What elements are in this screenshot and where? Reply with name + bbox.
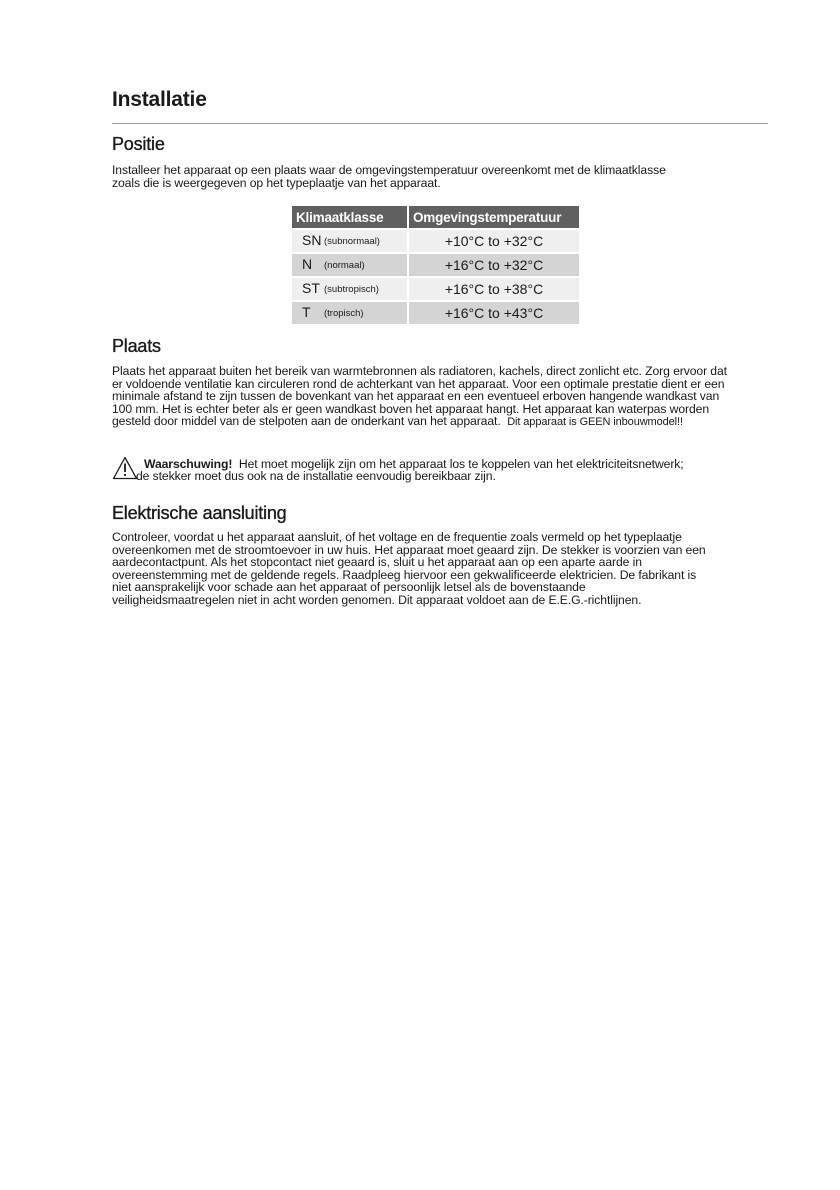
table-row xyxy=(292,301,579,324)
warning-line-1: Het moet mogelijk zijn om het apparaat los te koppelen van het elektriciteitsnetwerk; xyxy=(238,457,684,471)
paragraph-line xyxy=(112,415,768,429)
paragraph-line: overeenstemming met de geldende regels. Raadpleeg hiervoor een gekwalificeerde elektricien. De fabrikant is xyxy=(112,567,697,582)
column-header-ambient-temperature: Omgevingstemperatuur xyxy=(408,206,579,229)
warning-triangle-icon xyxy=(112,456,138,480)
temperature-range-cell: +16°C to +43°C xyxy=(408,301,579,324)
climate-class-cell xyxy=(292,277,408,301)
climate-class-cell xyxy=(292,253,408,277)
climate-class-cell xyxy=(292,229,408,253)
climate-code: SN xyxy=(302,232,322,248)
warning-text xyxy=(136,457,684,484)
section-heading-elektrische-aansluiting: Elektrische aansluiting xyxy=(112,503,287,523)
table-header-row xyxy=(292,206,579,229)
elektrische-aansluiting-paragraph xyxy=(112,531,768,607)
page-title: Installatie xyxy=(112,88,207,111)
paragraph-line: 100 mm. Het is echter beter als er geen wandkast boven het apparaat hangt. Het apparaat kan waterpas worden xyxy=(112,401,710,416)
table-row xyxy=(292,229,579,253)
climate-label: (subtropisch) xyxy=(324,284,379,295)
table-row xyxy=(292,277,579,301)
paragraph-line: Plaats het apparaat buiten het bereik van warmtebronnen als radiatoren, kachels, direct zonlicht etc. Zorg ervoor dat xyxy=(112,364,727,378)
table-row xyxy=(292,253,579,277)
warning-label: Waarschuwing! xyxy=(144,457,233,471)
climate-label: (subnormaal) xyxy=(324,236,380,247)
climate-class-table xyxy=(292,206,579,324)
paragraph-line: Installeer het apparaat op een plaats waar de omgevingstemperatuur overeenkomt met de klimaatklasse xyxy=(112,163,666,177)
paragraph-line: veiligheidsmaatregelen niet in acht worden genomen. Dit apparaat voldoet aan de E.E.G.-richtlijnen. xyxy=(112,592,642,607)
title-divider xyxy=(112,123,768,124)
climate-label: (tropisch) xyxy=(324,308,364,319)
positie-paragraph xyxy=(112,164,768,189)
built-in-note: Dit apparaat is GEEN inbouwmodel!! xyxy=(507,416,683,429)
climate-label: (normaal) xyxy=(324,260,365,271)
plaats-paragraph xyxy=(112,365,768,429)
climate-code: T xyxy=(302,304,311,320)
section-heading-plaats: Plaats xyxy=(112,336,161,356)
warning-line-2: de stekker moet dus ook na de installatie eenvoudig bereikbaar zijn. xyxy=(136,469,496,484)
paragraph-line: er voldoende ventilatie kan circuleren rond de achterkant van het apparaat. Voor een optimale prestatie dient er een xyxy=(112,376,725,391)
paragraph-line: aardecontactpunt. Als het stopcontact niet geaard is, sluit u het apparaat aan op een aparte aarde in xyxy=(112,555,642,570)
climate-code: ST xyxy=(302,280,320,296)
climate-class-cell xyxy=(292,301,408,324)
section-heading-positie: Positie xyxy=(112,134,165,154)
temperature-range-cell: +16°C to +38°C xyxy=(408,277,579,301)
temperature-range-cell: +16°C to +32°C xyxy=(408,253,579,277)
paragraph-line: niet aansprakelijk voor schade aan het apparaat of persoonlijk letsel als de bovenstaande xyxy=(112,580,586,595)
paragraph-line: overeenkomen met de stroomtoevoer in uw huis. Het apparaat moet geaard zijn. De stekker is voorzien van een xyxy=(112,542,706,557)
climate-code: N xyxy=(302,256,313,272)
column-header-climate-class: Klimaatklasse xyxy=(292,206,408,229)
temperature-range-cell: +10°C to +32°C xyxy=(408,229,579,253)
paragraph-line: minimale afstand te zijn tussen de bovenkant van het apparaat en een eventueel erboven hangende wandkast van xyxy=(112,389,720,404)
paragraph-line-text: gesteld door middel van de stelpoten aan de onderkant van het apparaat. xyxy=(112,414,501,429)
paragraph-line: Controleer, voordat u het apparaat aansluit, of het voltage en de frequentie zoals vermeld op het typeplaatje xyxy=(112,530,682,544)
paragraph-line: zoals die is weergegeven op het typeplaatje van het apparaat. xyxy=(112,175,441,190)
